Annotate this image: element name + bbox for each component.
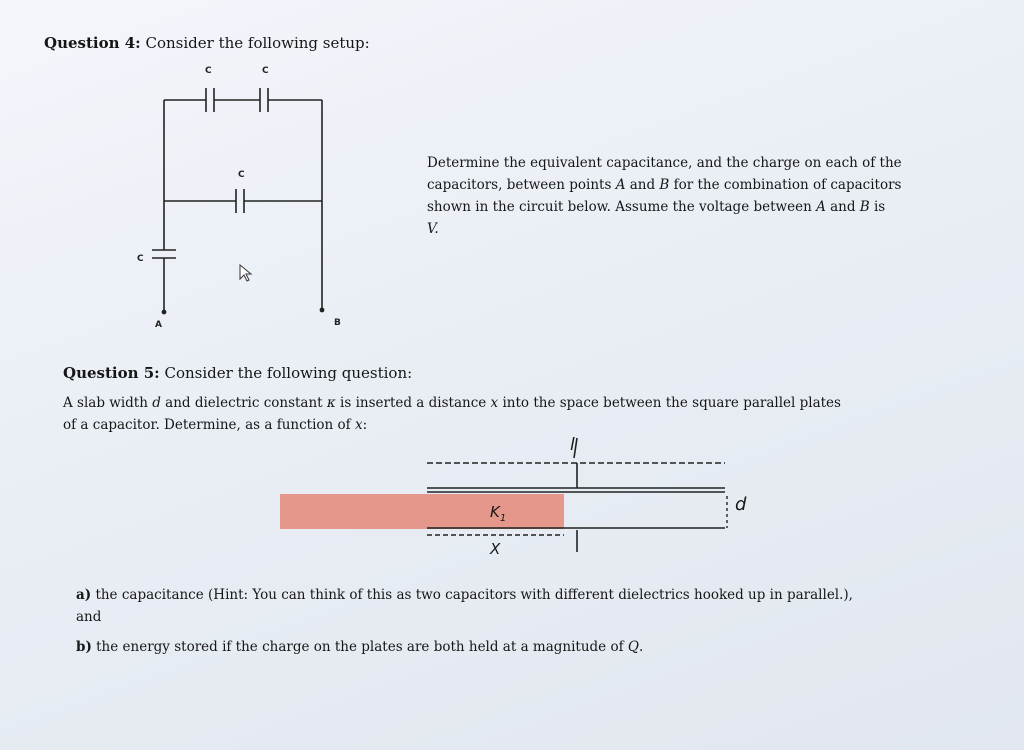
q5-line1-part3: is inserted a distance <box>335 395 491 411</box>
dielectric-slab <box>280 494 564 529</box>
q5-symbol-x-2: x <box>354 417 363 433</box>
question-5-line-1 <box>63 392 993 414</box>
capacitor-top-1-label: C <box>205 66 212 76</box>
part-b-symbol-q: Q <box>627 639 639 655</box>
q4-point-a-2: A <box>816 199 826 215</box>
q5-line1-part4: into the space between the square parallel plates <box>498 395 841 411</box>
mouse-cursor-icon <box>240 265 251 281</box>
label-l: l <box>570 435 575 455</box>
q5-line1-part2: and dielectric constant <box>160 395 327 411</box>
q4-line2-part2: and <box>625 177 660 193</box>
label-kappa-subscript: 1 <box>499 513 507 524</box>
q5-symbol-kappa: κ <box>326 395 336 411</box>
part-a-text: the capacitance (Hint: You can think of this as two capacitors with different dielectrics hooked up in parallel.), <box>95 587 853 603</box>
question-5-prompt: Consider the following question: <box>164 364 413 382</box>
part-b-text: the energy stored if the charge on the plates are both held at a magnitude of <box>96 639 628 655</box>
question-5-title <box>63 364 412 382</box>
part-a-line-1 <box>76 584 996 606</box>
q4-point-a: A <box>615 177 626 193</box>
q4-line2-part3: for the combination of capacitors <box>669 177 902 193</box>
label-d: d <box>735 494 747 515</box>
q5-line2-part1: of a capacitor. Determine, as a function of <box>63 417 355 433</box>
question-4-line-2 <box>427 174 987 196</box>
capacitor-middle-label: C <box>238 170 245 180</box>
question-4-line-3 <box>427 196 987 218</box>
terminal-a-label: A <box>155 320 162 330</box>
label-kappa1 <box>490 503 506 524</box>
label-kappa: K <box>490 503 500 521</box>
question-4-line-1: Determine the equivalent capacitance, and the charge on each of the <box>427 155 902 171</box>
part-b <box>76 636 996 658</box>
part-a-line-2: and <box>76 609 102 625</box>
question-4-line-4: V. <box>427 221 439 237</box>
question-4-prompt: Consider the following setup: <box>145 34 370 52</box>
q4-line3-part3: is <box>869 199 886 215</box>
q5-line1-part1: A slab width <box>63 395 153 411</box>
label-x: X <box>490 540 501 558</box>
part-a <box>76 584 996 628</box>
q4-point-b: B <box>659 177 670 193</box>
question-4-title <box>44 34 370 52</box>
capacitor-circuit-diagram <box>120 60 360 340</box>
terminal-b-dot <box>320 308 325 313</box>
parallel-plate-diagram <box>270 430 770 570</box>
q5-line2-part2: : <box>362 417 368 433</box>
q4-point-b-2: B <box>859 199 870 215</box>
q5-symbol-d: d <box>152 395 161 411</box>
q4-line3-part2: and <box>825 199 860 215</box>
terminal-a-dot <box>162 310 167 315</box>
part-b-period: . <box>638 639 644 655</box>
question-5-label: Question 5: <box>63 364 160 382</box>
terminal-b-label: B <box>334 318 341 328</box>
question-4-label: Question 4: <box>44 34 141 52</box>
part-b-label: b) <box>76 639 92 655</box>
part-a-label: a) <box>76 587 92 603</box>
q5-symbol-x: x <box>490 395 499 411</box>
q4-line2-part1: capacitors, between points <box>427 177 616 193</box>
q4-line3-part1: shown in the circuit below. Assume the voltage between <box>427 199 817 215</box>
capacitor-left-label: C <box>137 254 144 264</box>
question-4-text <box>427 152 987 240</box>
capacitor-top-2-label: C <box>262 66 269 76</box>
